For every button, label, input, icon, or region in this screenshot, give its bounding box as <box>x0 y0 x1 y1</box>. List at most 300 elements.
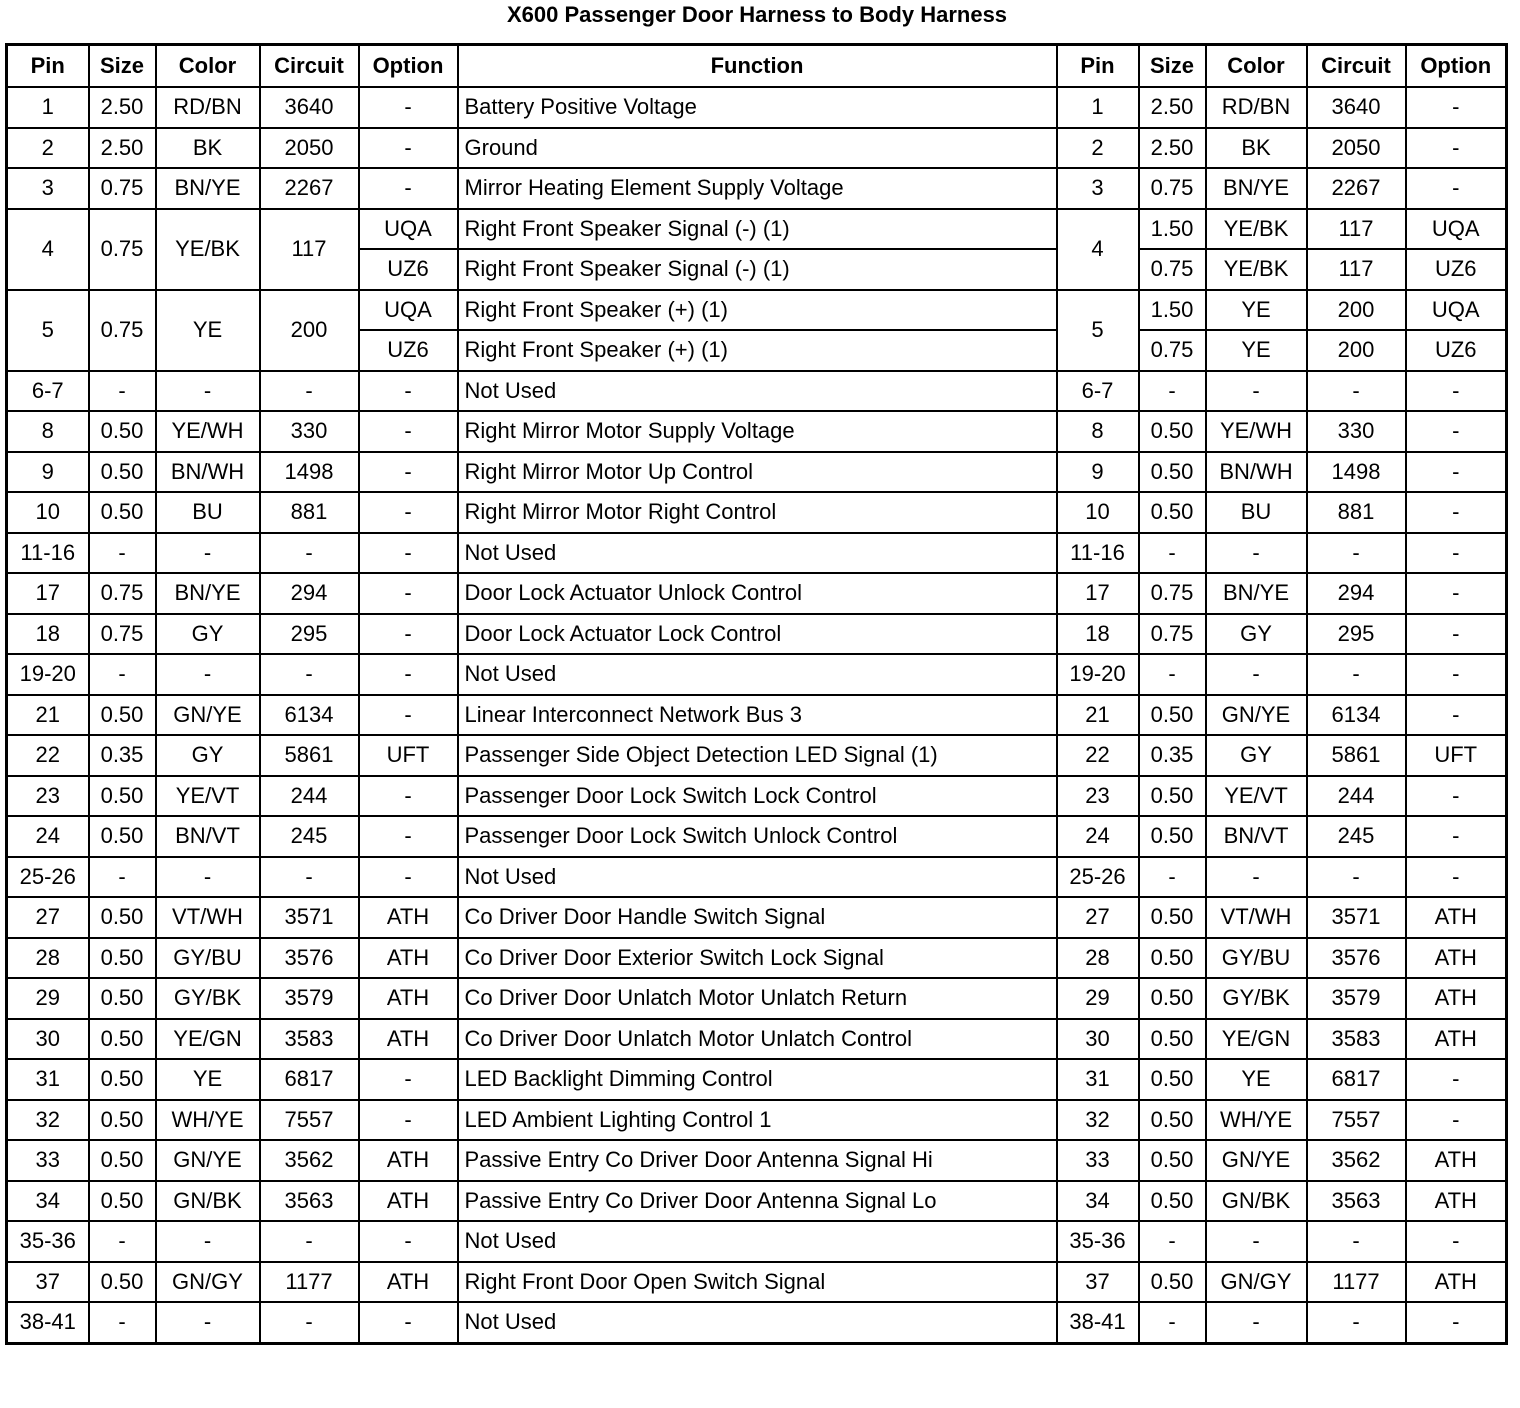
color-cell: GY <box>156 735 260 776</box>
body-size-cell: 0.50 <box>1139 938 1206 979</box>
body-size-cell: - <box>1139 857 1206 898</box>
circuit-cell: 3576 <box>260 938 359 979</box>
body-size-cell: 0.35 <box>1139 735 1206 776</box>
body-pin-cell: 18 <box>1057 614 1139 655</box>
color-cell: YE <box>156 1059 260 1100</box>
option-cell: ATH <box>359 978 458 1019</box>
size-cell: 0.75 <box>89 290 156 371</box>
circuit-cell: - <box>260 533 359 574</box>
circuit-cell: 2050 <box>260 128 359 169</box>
body-circuit-cell: 5861 <box>1307 735 1406 776</box>
body-size-cell: 0.50 <box>1139 1100 1206 1141</box>
function-cell: LED Backlight Dimming Control <box>458 1059 1057 1100</box>
body-option-cell: ATH <box>1406 1181 1507 1222</box>
option-cell: UZ6 <box>359 330 458 371</box>
body-pin-cell: 27 <box>1057 897 1139 938</box>
table-row <box>7 371 1507 412</box>
color-cell: - <box>156 371 260 412</box>
table-row <box>7 978 1507 1019</box>
body-size-cell: 0.50 <box>1139 776 1206 817</box>
body-option-cell: ATH <box>1406 1140 1507 1181</box>
body-pin-cell: 35-36 <box>1057 1221 1139 1262</box>
body-color-cell: - <box>1206 857 1307 898</box>
body-circuit-cell: 294 <box>1307 573 1406 614</box>
body-circuit-cell: 2267 <box>1307 168 1406 209</box>
table-row <box>7 1181 1507 1222</box>
body-pin-cell: 1 <box>1057 87 1139 128</box>
color-cell: YE <box>156 290 260 371</box>
size-cell: - <box>89 857 156 898</box>
size-cell: 0.50 <box>89 978 156 1019</box>
body-color-cell: GN/BK <box>1206 1181 1307 1222</box>
size-cell: - <box>89 533 156 574</box>
body-size-cell: 0.75 <box>1139 249 1206 290</box>
function-cell: Passenger Door Lock Switch Lock Control <box>458 776 1057 817</box>
body-size-cell: 0.75 <box>1139 573 1206 614</box>
body-pin-cell: 38-41 <box>1057 1302 1139 1343</box>
body-size-cell: 0.50 <box>1139 978 1206 1019</box>
body-color-cell: VT/WH <box>1206 897 1307 938</box>
option-cell: - <box>359 128 458 169</box>
function-cell: Right Front Speaker (+) (1) <box>458 290 1057 331</box>
pin-cell: 37 <box>7 1262 89 1303</box>
body-size-cell: 0.50 <box>1139 1181 1206 1222</box>
body-size-cell: 0.50 <box>1139 452 1206 493</box>
color-cell: BN/VT <box>156 816 260 857</box>
color-cell: GN/BK <box>156 1181 260 1222</box>
body-pin-cell: 33 <box>1057 1140 1139 1181</box>
body-circuit-cell: - <box>1307 654 1406 695</box>
body-color-cell: - <box>1206 533 1307 574</box>
option-cell: - <box>359 1221 458 1262</box>
body-size-cell: 0.50 <box>1139 897 1206 938</box>
function-cell: Co Driver Door Handle Switch Signal <box>458 897 1057 938</box>
option-cell: - <box>359 1059 458 1100</box>
body-option-cell: ATH <box>1406 1019 1507 1060</box>
function-cell: Right Mirror Motor Supply Voltage <box>458 411 1057 452</box>
function-cell: Door Lock Actuator Lock Control <box>458 614 1057 655</box>
body-pin-cell: 32 <box>1057 1100 1139 1141</box>
body-pin-cell: 9 <box>1057 452 1139 493</box>
body-circuit-cell: 295 <box>1307 614 1406 655</box>
option-cell: - <box>359 168 458 209</box>
body-option-cell: - <box>1406 411 1507 452</box>
body-option-cell: - <box>1406 654 1507 695</box>
pin-cell: 38-41 <box>7 1302 89 1343</box>
body-color-cell: YE/GN <box>1206 1019 1307 1060</box>
body-size-cell: - <box>1139 1221 1206 1262</box>
body-pin-cell: 6-7 <box>1057 371 1139 412</box>
function-cell: Passenger Side Object Detection LED Signal (1) <box>458 735 1057 776</box>
color-cell: - <box>156 1221 260 1262</box>
body-color-cell: BN/YE <box>1206 573 1307 614</box>
body-pin-cell: 19-20 <box>1057 654 1139 695</box>
size-cell: - <box>89 371 156 412</box>
header-size-body: Size <box>1139 45 1206 88</box>
color-cell: BK <box>156 128 260 169</box>
body-size-cell: 0.50 <box>1139 492 1206 533</box>
body-size-cell: 0.75 <box>1139 330 1206 371</box>
body-pin-cell: 34 <box>1057 1181 1139 1222</box>
body-size-cell: 2.50 <box>1139 128 1206 169</box>
body-color-cell: GN/YE <box>1206 695 1307 736</box>
body-circuit-cell: 117 <box>1307 249 1406 290</box>
circuit-cell: 3571 <box>260 897 359 938</box>
body-option-cell: - <box>1406 533 1507 574</box>
pin-cell: 6-7 <box>7 371 89 412</box>
body-color-cell: YE <box>1206 1059 1307 1100</box>
circuit-cell: 200 <box>260 290 359 371</box>
table-row <box>7 654 1507 695</box>
size-cell: 0.35 <box>89 735 156 776</box>
circuit-cell: 6134 <box>260 695 359 736</box>
body-size-cell: - <box>1139 533 1206 574</box>
body-circuit-cell: 3579 <box>1307 978 1406 1019</box>
pin-cell: 5 <box>7 290 89 371</box>
size-cell: 0.75 <box>89 209 156 290</box>
size-cell: 0.75 <box>89 614 156 655</box>
option-cell: - <box>359 533 458 574</box>
color-cell: - <box>156 654 260 695</box>
circuit-cell: 881 <box>260 492 359 533</box>
function-cell: Passive Entry Co Driver Door Antenna Signal Lo <box>458 1181 1057 1222</box>
body-option-cell: UFT <box>1406 735 1507 776</box>
circuit-cell: 6817 <box>260 1059 359 1100</box>
body-circuit-cell: 330 <box>1307 411 1406 452</box>
body-circuit-cell: 200 <box>1307 330 1406 371</box>
function-cell: Ground <box>458 128 1057 169</box>
body-circuit-cell: 200 <box>1307 290 1406 331</box>
body-circuit-cell: - <box>1307 1302 1406 1343</box>
color-cell: GY/BK <box>156 978 260 1019</box>
color-cell: YE/BK <box>156 209 260 290</box>
table-row <box>7 1059 1507 1100</box>
body-color-cell: RD/BN <box>1206 87 1307 128</box>
body-color-cell: YE/WH <box>1206 411 1307 452</box>
body-size-cell: 0.50 <box>1139 816 1206 857</box>
table-row <box>7 452 1507 493</box>
option-cell: - <box>359 1302 458 1343</box>
circuit-cell: 3583 <box>260 1019 359 1060</box>
body-circuit-cell: 3571 <box>1307 897 1406 938</box>
body-circuit-cell: 881 <box>1307 492 1406 533</box>
body-size-cell: - <box>1139 654 1206 695</box>
body-pin-cell: 4 <box>1057 209 1139 290</box>
function-cell: Right Front Speaker (+) (1) <box>458 330 1057 371</box>
body-option-cell: - <box>1406 1221 1507 1262</box>
function-cell: Right Mirror Motor Right Control <box>458 492 1057 533</box>
header-circuit: Circuit <box>260 45 359 88</box>
header-circuit-body: Circuit <box>1307 45 1406 88</box>
circuit-cell: 7557 <box>260 1100 359 1141</box>
option-cell: - <box>359 614 458 655</box>
size-cell: 0.50 <box>89 695 156 736</box>
size-cell: 0.50 <box>89 492 156 533</box>
body-circuit-cell: 7557 <box>1307 1100 1406 1141</box>
size-cell: 0.75 <box>89 573 156 614</box>
size-cell: 0.75 <box>89 168 156 209</box>
body-color-cell: - <box>1206 654 1307 695</box>
circuit-cell: 5861 <box>260 735 359 776</box>
body-option-cell: - <box>1406 614 1507 655</box>
body-option-cell: - <box>1406 492 1507 533</box>
circuit-cell: 295 <box>260 614 359 655</box>
body-circuit-cell: 3640 <box>1307 87 1406 128</box>
body-color-cell: YE/VT <box>1206 776 1307 817</box>
color-cell: YE/VT <box>156 776 260 817</box>
body-circuit-cell: - <box>1307 857 1406 898</box>
size-cell: 0.50 <box>89 1100 156 1141</box>
pin-cell: 22 <box>7 735 89 776</box>
color-cell: BU <box>156 492 260 533</box>
table-row <box>7 1262 1507 1303</box>
table-body <box>7 87 1507 1343</box>
table-row <box>7 1140 1507 1181</box>
connector-table <box>5 43 1508 1345</box>
table-row <box>7 1302 1507 1343</box>
body-size-cell: - <box>1139 371 1206 412</box>
header-size: Size <box>89 45 156 88</box>
pin-cell: 33 <box>7 1140 89 1181</box>
option-cell: ATH <box>359 1019 458 1060</box>
option-cell: - <box>359 371 458 412</box>
body-color-cell: GN/GY <box>1206 1262 1307 1303</box>
body-size-cell: 0.50 <box>1139 1140 1206 1181</box>
body-option-cell: UZ6 <box>1406 249 1507 290</box>
function-cell: LED Ambient Lighting Control 1 <box>458 1100 1057 1141</box>
body-circuit-cell: 245 <box>1307 816 1406 857</box>
circuit-cell: - <box>260 371 359 412</box>
body-color-cell: GN/YE <box>1206 1140 1307 1181</box>
size-cell: 0.50 <box>89 816 156 857</box>
pin-cell: 2 <box>7 128 89 169</box>
body-option-cell: ATH <box>1406 978 1507 1019</box>
body-pin-cell: 29 <box>1057 978 1139 1019</box>
function-cell: Not Used <box>458 857 1057 898</box>
size-cell: 0.50 <box>89 938 156 979</box>
size-cell: - <box>89 1221 156 1262</box>
circuit-cell: 2267 <box>260 168 359 209</box>
table-row <box>7 1019 1507 1060</box>
option-cell: UZ6 <box>359 249 458 290</box>
header-function: Function <box>458 45 1057 88</box>
size-cell: - <box>89 654 156 695</box>
body-color-cell: YE/BK <box>1206 249 1307 290</box>
body-circuit-cell: 3562 <box>1307 1140 1406 1181</box>
option-cell: - <box>359 857 458 898</box>
body-option-cell: - <box>1406 695 1507 736</box>
color-cell: BN/WH <box>156 452 260 493</box>
option-cell: UQA <box>359 209 458 250</box>
pin-cell: 34 <box>7 1181 89 1222</box>
body-circuit-cell: 6817 <box>1307 1059 1406 1100</box>
function-cell: Not Used <box>458 533 1057 574</box>
pin-cell: 25-26 <box>7 857 89 898</box>
body-pin-cell: 22 <box>1057 735 1139 776</box>
function-cell: Not Used <box>458 1221 1057 1262</box>
pin-cell: 11-16 <box>7 533 89 574</box>
function-cell: Passenger Door Lock Switch Unlock Control <box>458 816 1057 857</box>
function-cell: Right Front Speaker Signal (-) (1) <box>458 249 1057 290</box>
body-pin-cell: 25-26 <box>1057 857 1139 898</box>
table-row <box>7 290 1507 331</box>
pin-cell: 3 <box>7 168 89 209</box>
body-option-cell: - <box>1406 776 1507 817</box>
circuit-cell: - <box>260 654 359 695</box>
body-option-cell: - <box>1406 816 1507 857</box>
body-option-cell: - <box>1406 87 1507 128</box>
function-cell: Right Mirror Motor Up Control <box>458 452 1057 493</box>
body-option-cell: UQA <box>1406 209 1507 250</box>
table-row <box>7 209 1507 250</box>
function-cell: Battery Positive Voltage <box>458 87 1057 128</box>
table-row <box>7 128 1507 169</box>
size-cell: 0.50 <box>89 411 156 452</box>
color-cell: BN/YE <box>156 573 260 614</box>
body-option-cell: - <box>1406 128 1507 169</box>
color-cell: GN/GY <box>156 1262 260 1303</box>
circuit-cell: - <box>260 1302 359 1343</box>
circuit-cell: - <box>260 1221 359 1262</box>
table-row <box>7 776 1507 817</box>
table-row <box>7 938 1507 979</box>
size-cell: 0.50 <box>89 1262 156 1303</box>
header-option-body: Option <box>1406 45 1507 88</box>
body-color-cell: BN/VT <box>1206 816 1307 857</box>
header-color: Color <box>156 45 260 88</box>
function-cell: Not Used <box>458 1302 1057 1343</box>
body-color-cell: GY/BK <box>1206 978 1307 1019</box>
body-pin-cell: 5 <box>1057 290 1139 371</box>
body-option-cell: - <box>1406 371 1507 412</box>
body-pin-cell: 21 <box>1057 695 1139 736</box>
circuit-cell: 3579 <box>260 978 359 1019</box>
color-cell: YE/WH <box>156 411 260 452</box>
body-size-cell: 1.50 <box>1139 290 1206 331</box>
body-circuit-cell: 3583 <box>1307 1019 1406 1060</box>
option-cell: UQA <box>359 290 458 331</box>
pin-cell: 21 <box>7 695 89 736</box>
table-row <box>7 695 1507 736</box>
option-cell: UFT <box>359 735 458 776</box>
function-cell: Right Front Speaker Signal (-) (1) <box>458 209 1057 250</box>
body-pin-cell: 2 <box>1057 128 1139 169</box>
body-color-cell: GY <box>1206 614 1307 655</box>
option-cell: ATH <box>359 1140 458 1181</box>
function-cell: Co Driver Door Exterior Switch Lock Signal <box>458 938 1057 979</box>
body-circuit-cell: 1177 <box>1307 1262 1406 1303</box>
body-pin-cell: 11-16 <box>1057 533 1139 574</box>
option-cell: - <box>359 695 458 736</box>
function-cell: Not Used <box>458 654 1057 695</box>
circuit-cell: 117 <box>260 209 359 290</box>
body-option-cell: - <box>1406 1302 1507 1343</box>
body-size-cell: 2.50 <box>1139 87 1206 128</box>
color-cell: GY <box>156 614 260 655</box>
header-pin-body: Pin <box>1057 45 1139 88</box>
header-color-body: Color <box>1206 45 1307 88</box>
body-pin-cell: 37 <box>1057 1262 1139 1303</box>
color-cell: RD/BN <box>156 87 260 128</box>
option-cell: - <box>359 654 458 695</box>
option-cell: ATH <box>359 1262 458 1303</box>
pin-cell: 8 <box>7 411 89 452</box>
page-title: X600 Passenger Door Harness to Body Harness <box>506 2 1008 27</box>
body-option-cell: UQA <box>1406 290 1507 331</box>
body-option-cell: ATH <box>1406 897 1507 938</box>
size-cell: 0.50 <box>89 897 156 938</box>
body-option-cell: ATH <box>1406 1262 1507 1303</box>
size-cell: 2.50 <box>89 87 156 128</box>
pin-cell: 27 <box>7 897 89 938</box>
body-color-cell: GY/BU <box>1206 938 1307 979</box>
pin-cell: 31 <box>7 1059 89 1100</box>
body-option-cell: ATH <box>1406 938 1507 979</box>
body-color-cell: - <box>1206 371 1307 412</box>
body-option-cell: - <box>1406 168 1507 209</box>
body-pin-cell: 17 <box>1057 573 1139 614</box>
body-circuit-cell: 6134 <box>1307 695 1406 736</box>
body-color-cell: BU <box>1206 492 1307 533</box>
color-cell: GN/YE <box>156 1140 260 1181</box>
body-option-cell: - <box>1406 1100 1507 1141</box>
function-cell: Co Driver Door Unlatch Motor Unlatch Control <box>458 1019 1057 1060</box>
size-cell: 0.50 <box>89 1019 156 1060</box>
body-color-cell: BN/YE <box>1206 168 1307 209</box>
color-cell: - <box>156 857 260 898</box>
header-option: Option <box>359 45 458 88</box>
color-cell: GN/YE <box>156 695 260 736</box>
option-cell: ATH <box>359 938 458 979</box>
body-circuit-cell: 3563 <box>1307 1181 1406 1222</box>
function-cell: Mirror Heating Element Supply Voltage <box>458 168 1057 209</box>
option-cell: ATH <box>359 1181 458 1222</box>
circuit-cell: 1498 <box>260 452 359 493</box>
body-color-cell: BN/WH <box>1206 452 1307 493</box>
body-color-cell: GY <box>1206 735 1307 776</box>
color-cell: VT/WH <box>156 897 260 938</box>
body-color-cell: - <box>1206 1302 1307 1343</box>
size-cell: 0.50 <box>89 1059 156 1100</box>
body-pin-cell: 23 <box>1057 776 1139 817</box>
body-circuit-cell: 117 <box>1307 209 1406 250</box>
body-color-cell: YE/BK <box>1206 209 1307 250</box>
table-row <box>7 533 1507 574</box>
table-row <box>7 1221 1507 1262</box>
function-cell: Passive Entry Co Driver Door Antenna Signal Hi <box>458 1140 1057 1181</box>
table-row <box>7 168 1507 209</box>
function-cell: Not Used <box>458 371 1057 412</box>
body-circuit-cell: 2050 <box>1307 128 1406 169</box>
size-cell: 0.50 <box>89 776 156 817</box>
pin-cell: 9 <box>7 452 89 493</box>
table-row <box>7 735 1507 776</box>
pin-cell: 4 <box>7 209 89 290</box>
pin-cell: 10 <box>7 492 89 533</box>
circuit-cell: 3640 <box>260 87 359 128</box>
pin-cell: 24 <box>7 816 89 857</box>
circuit-cell: 294 <box>260 573 359 614</box>
pin-cell: 23 <box>7 776 89 817</box>
body-circuit-cell: - <box>1307 1221 1406 1262</box>
header-row <box>7 45 1507 88</box>
option-cell: - <box>359 573 458 614</box>
circuit-cell: 245 <box>260 816 359 857</box>
body-pin-cell: 24 <box>1057 816 1139 857</box>
body-pin-cell: 30 <box>1057 1019 1139 1060</box>
circuit-cell: 3563 <box>260 1181 359 1222</box>
table-row <box>7 816 1507 857</box>
